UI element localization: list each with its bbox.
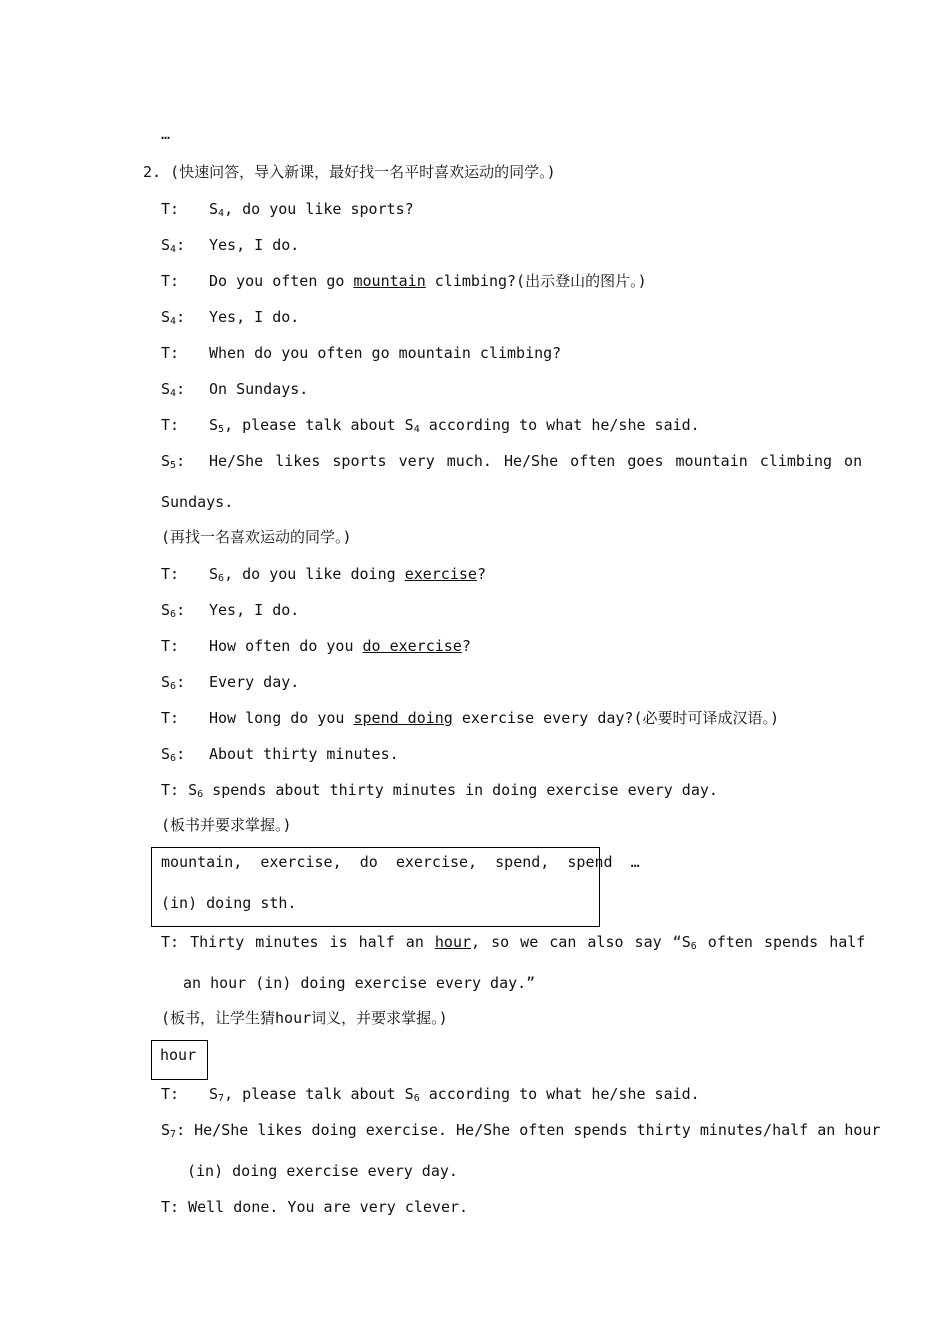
underlined-term: exercise	[404, 565, 477, 583]
document-page: … 2. (快速问答，导入新课，最好找一名平时喜欢运动的同学。) T: $S_4$, do you like sports? $S_4$: Yes, I do. T: Do you often go mountain climbing?(出示登山的图片。) $S_4$: Yes, I do. T: When do you often go mountain climbing? $S_4$: On Sundays. T: $S_5$, please talk about $S_4$ according to what he/she said. $S_5$: He/She likes sports very much. He/She often goes mountain climbing on Sundays. (再找一名喜欢运动的同学。) T: $S_6$, do you like doing exercise? $S_6$: Yes, I do. T: How often do you do exercise? $S_6$: Every day. T: How long do you spend doing exercise every day?(必要时可译成汉语。) $S_6$: About thirty minutes. T: $S_6$ spends about thirty minutes in doing exercise every day. (板书并要求掌握。) mountain, exercise, do exercise, spend, spend … (in) doing sth. T: Thirty minutes is half an hour, so we can also say “$S_6$ often spends half an hour (in) doing exercise every day.” (板书，让学生猜hour词义，并要求掌握。) hour T: $S_7$, please talk about $S_6$ according to what he/she said. $S_7$: He/She likes doing exercise. He/She often spends thirty minutes/half an hour (in) doing exercise every day. T: Well done. You are very clever.	[143, 125, 881, 1216]
underlined-term: do exercise	[362, 637, 462, 655]
teacher-line-continuation: an hour (in) doing exercise every day.”	[183, 974, 536, 992]
section-heading: 2. (快速问答，导入新课，最好找一名平时喜欢运动的同学。)	[143, 163, 556, 181]
hour-word: hour	[160, 1046, 197, 1064]
vocabulary-line: (in) doing sth.	[161, 894, 297, 912]
dialog-continuation: Sundays.	[161, 493, 234, 511]
teacher-line: T: Thirty minutes is half an hour, so we can also say “$S_6$ often spends half	[161, 933, 866, 952]
underlined-term: hour	[434, 933, 472, 951]
teacher-summary: T: $S_6$ spends about thirty minutes in doing exercise every day.	[161, 781, 718, 800]
teacher-note: (再找一名喜欢运动的同学。)	[161, 528, 352, 546]
student-answer: $S_7$: He/She likes doing exercise. He/She often spends thirty minutes/half an hour	[161, 1121, 881, 1140]
student-answer-continuation: (in) doing exercise every day.	[187, 1162, 458, 1180]
underlined-term: mountain	[353, 272, 426, 290]
teacher-note: (板书并要求掌握。)	[161, 816, 292, 834]
vocabulary-line: mountain, exercise, do exercise, spend, spend …	[161, 853, 640, 871]
teacher-closing: T: Well done. You are very clever.	[161, 1198, 469, 1216]
teacher-note: (板书，让学生猜hour词义，并要求掌握。)	[161, 1009, 448, 1027]
underlined-term: spend doing	[353, 709, 453, 727]
ellipsis: …	[161, 125, 171, 143]
